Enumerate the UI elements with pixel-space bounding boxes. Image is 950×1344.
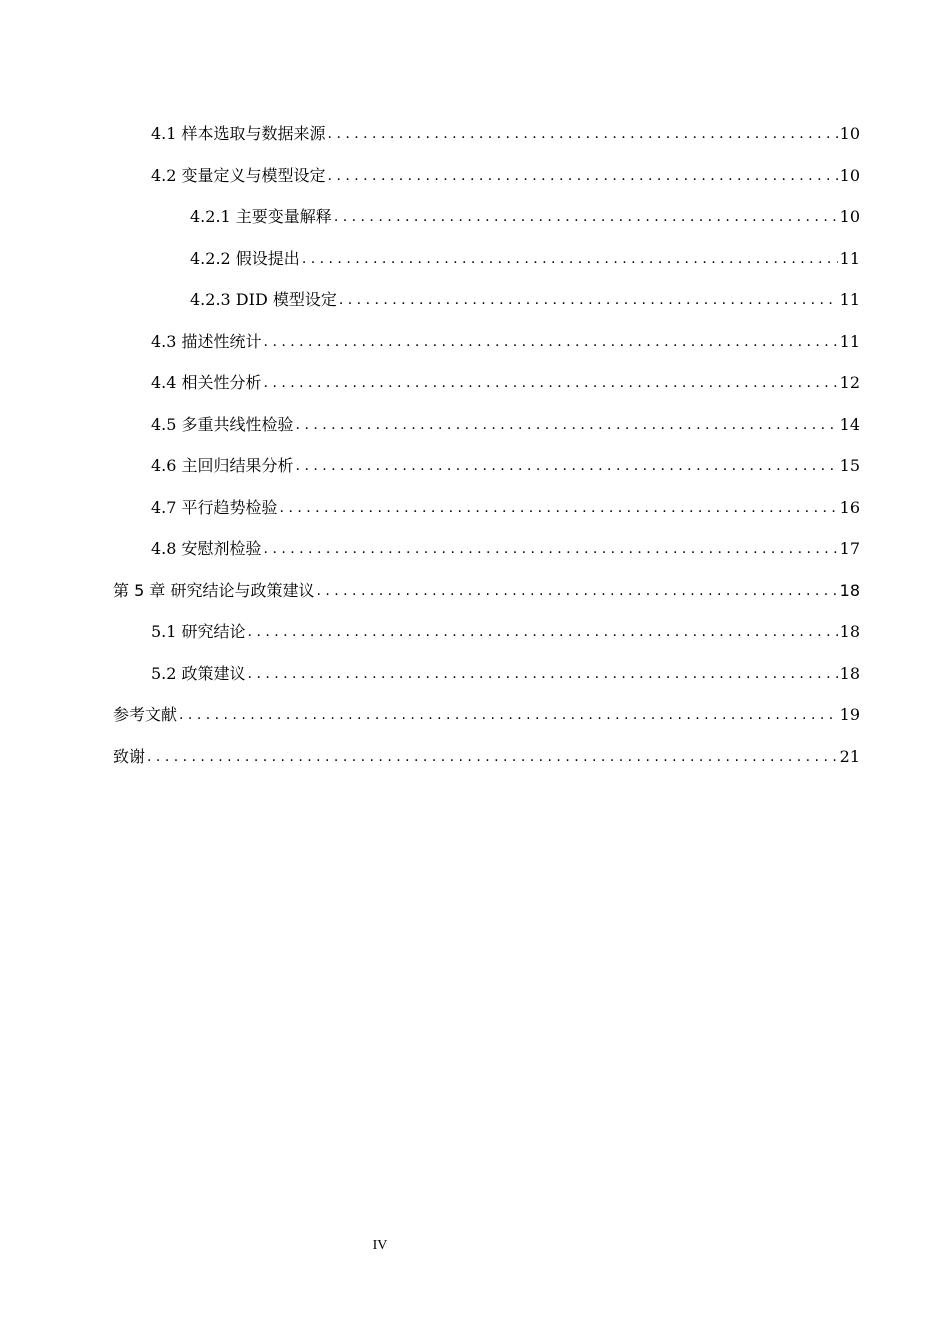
toc-entry-page: 11 xyxy=(839,290,860,309)
toc-entry-page: 16 xyxy=(839,498,860,517)
toc-entry-page: 21 xyxy=(839,747,860,766)
toc-leader-dots xyxy=(264,540,838,559)
toc-entry-page: 10 xyxy=(839,207,860,226)
toc-entry-label: 4.1 样本选取与数据来源 xyxy=(151,124,326,143)
toc-entry[interactable] xyxy=(151,162,860,186)
toc-leader-dots xyxy=(328,167,838,186)
toc-entry-label: 4.5 多重共线性检验 xyxy=(151,415,294,434)
toc-entry-label: 第 5 章 研究结论与政策建议 xyxy=(113,581,315,600)
toc-entry-label: 4.2.2 假设提出 xyxy=(190,249,300,268)
toc-entry-page: 12 xyxy=(839,373,860,392)
toc-entry-label: 5.1 研究结论 xyxy=(151,622,246,641)
toc-entry[interactable] xyxy=(151,328,860,352)
toc-entry-page: 11 xyxy=(839,249,860,268)
toc-entry-page: 18 xyxy=(839,622,860,641)
toc-leader-dots xyxy=(339,291,838,310)
toc-entry-page: 10 xyxy=(839,124,860,143)
toc-leader-dots xyxy=(316,582,837,601)
toc-entry-label: 4.6 主回归结果分析 xyxy=(151,456,294,475)
toc-leader-dots xyxy=(179,706,838,725)
toc-entry-label: 4.2 变量定义与模型设定 xyxy=(151,166,326,185)
toc-entry-page: 14 xyxy=(839,415,860,434)
toc-entry-page: 18 xyxy=(839,581,860,600)
toc-leader-dots xyxy=(296,457,838,476)
toc-entry-label: 4.8 安慰剂检验 xyxy=(151,539,262,558)
toc-entry[interactable] xyxy=(151,660,860,684)
toc-leader-dots xyxy=(280,499,838,518)
toc-leader-dots xyxy=(302,250,838,269)
toc-leader-dots xyxy=(248,665,838,684)
toc-leader-dots xyxy=(334,208,838,227)
toc-entry-label: 参考文献 xyxy=(113,705,178,724)
toc-entry-label: 4.2.1 主要变量解释 xyxy=(190,207,332,226)
toc-leader-dots xyxy=(147,748,838,767)
toc-entry[interactable] xyxy=(151,411,860,435)
toc-leader-dots xyxy=(296,416,838,435)
toc-entry-label: 4.2.3 DID 模型设定 xyxy=(190,290,337,309)
toc-entry-label: 5.2 政策建议 xyxy=(151,664,246,683)
toc-entry-label: 4.3 描述性统计 xyxy=(151,332,262,351)
toc-entry-label: 4.4 相关性分析 xyxy=(151,373,262,392)
toc-leader-dots xyxy=(264,374,838,393)
toc-entry[interactable] xyxy=(190,203,860,227)
toc-entry[interactable] xyxy=(190,286,860,310)
toc-entry-label: 4.7 平行趋势检验 xyxy=(151,498,278,517)
toc-chapter-entry[interactable] xyxy=(113,743,860,767)
toc-entry-page: 10 xyxy=(839,166,860,185)
toc-entry[interactable] xyxy=(151,494,860,518)
toc-entry[interactable] xyxy=(151,120,860,144)
toc-entry-label: 致谢 xyxy=(113,747,146,766)
toc-entry-page: 17 xyxy=(839,539,860,558)
toc-entry-page: 18 xyxy=(839,664,860,683)
toc-entry[interactable] xyxy=(151,618,860,642)
toc-leader-dots xyxy=(328,125,838,144)
toc-entry[interactable] xyxy=(190,245,860,269)
toc-entry[interactable] xyxy=(151,452,860,476)
toc-leader-dots xyxy=(248,623,838,642)
toc-entry-page: 11 xyxy=(839,332,860,351)
toc-entry[interactable] xyxy=(151,369,860,393)
page-number: IV xyxy=(372,1238,388,1253)
toc-chapter-entry[interactable] xyxy=(113,577,860,601)
toc-leader-dots xyxy=(264,333,838,352)
toc-chapter-entry[interactable] xyxy=(113,701,860,725)
toc-entry-page: 15 xyxy=(839,456,860,475)
toc-entry[interactable] xyxy=(151,535,860,559)
toc-entry-page: 19 xyxy=(839,705,860,724)
